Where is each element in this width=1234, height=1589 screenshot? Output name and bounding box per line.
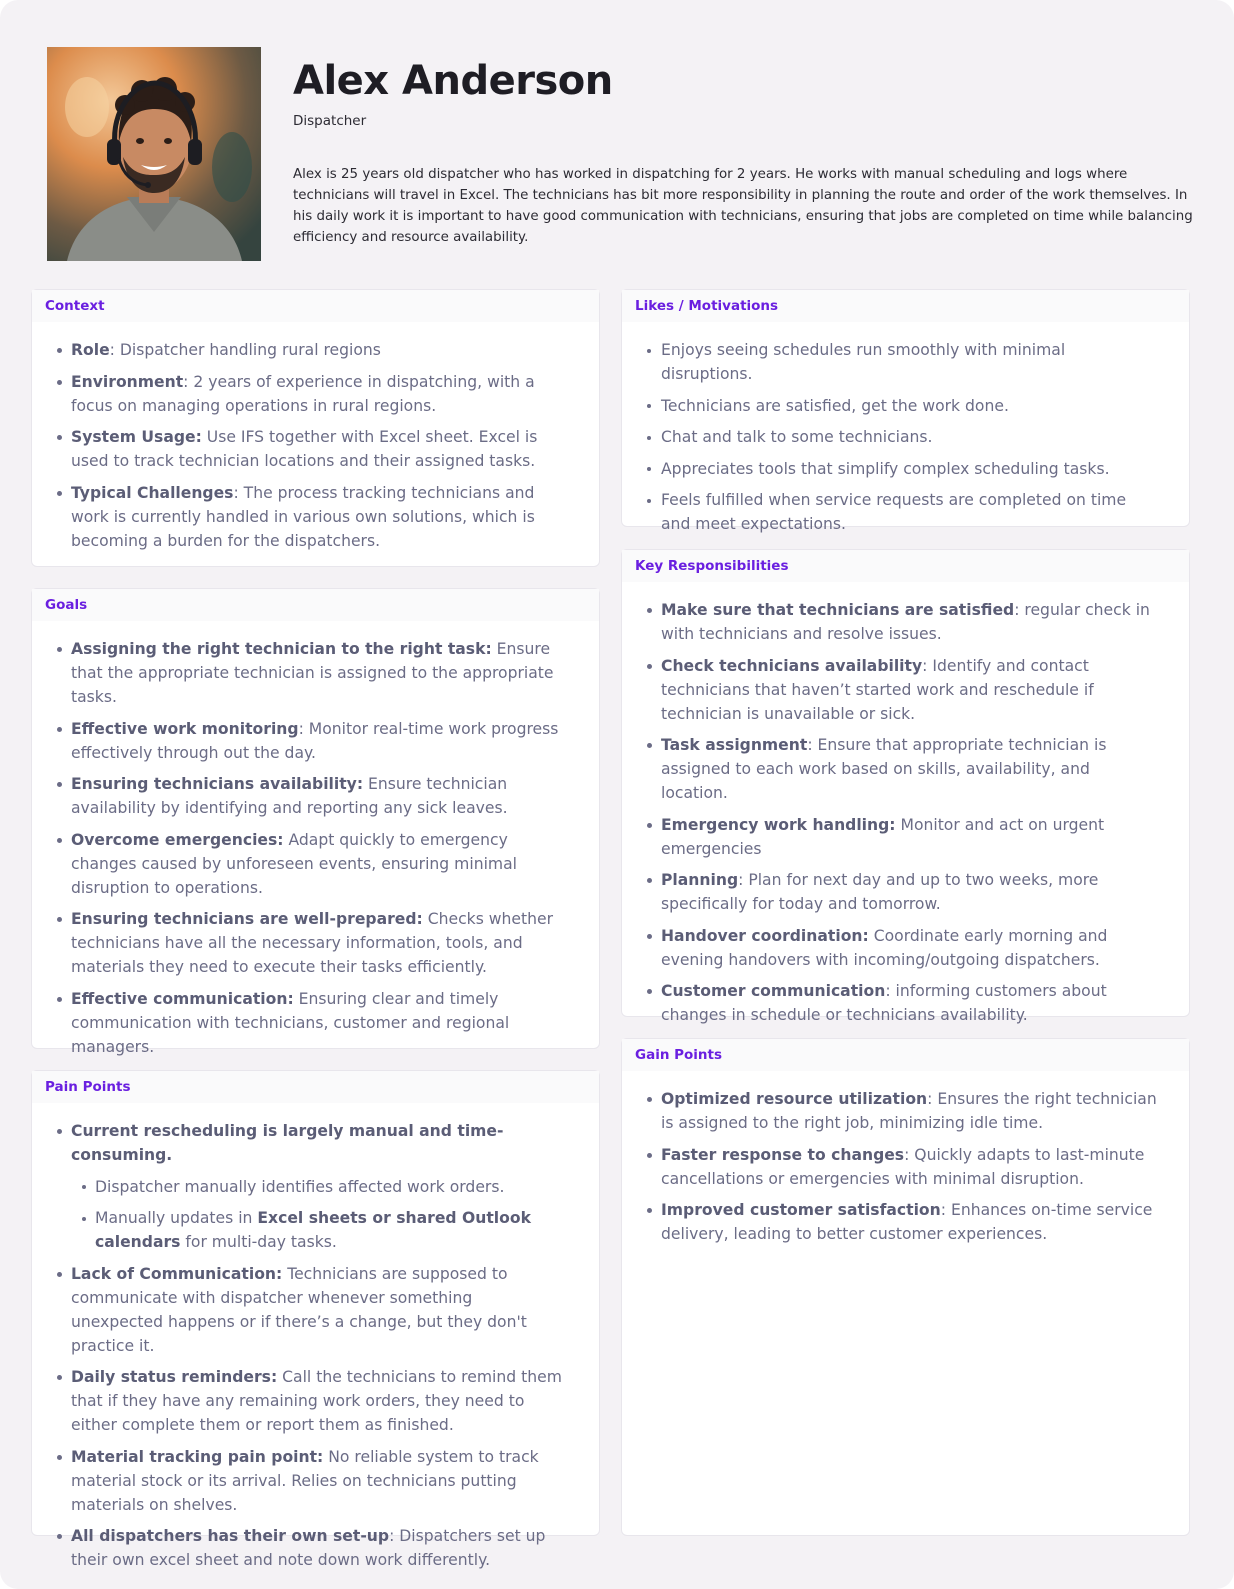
pain-points-title: Pain Points [32, 1071, 599, 1103]
list-item: Effective communication: Ensuring clear and timely communication with technicians, customer and regional managers. [71, 987, 569, 1059]
list-item: Handover coordination: Coordinate early morning and evening handovers with incoming/outgoing dispatchers. [661, 924, 1159, 972]
responsibilities-list [622, 582, 1189, 1027]
list-item: All dispatchers has their own set-up: Dispatchers set up their own excel sheet and note down work differently. [71, 1524, 569, 1572]
likes-list [622, 322, 1189, 536]
gain-points-list [622, 1071, 1189, 1246]
list-item: System Usage: Use IFS together with Excel sheet. Excel is used to track technician locations and their assigned tasks. [71, 425, 569, 473]
context-card [31, 289, 600, 567]
goals-card [31, 588, 600, 1056]
list-item: Appreciates tools that simplify complex scheduling tasks. [661, 457, 1159, 481]
list-item: Planning: Plan for next day and up to two weeks, more specifically for today and tomorrow. [661, 868, 1159, 916]
list-item: Material tracking pain point: No reliable system to track material stock or its arrival. Relies on technicians putting materials on shelves. [71, 1445, 569, 1517]
list-item: Task assignment: Ensure that appropriate technician is assigned to each work based on skills, availability, and location. [661, 733, 1159, 805]
list-item: Overcome emergencies: Adapt quickly to emergency changes caused by unforeseen events, ensuring minimal disruption to operations. [71, 828, 569, 900]
persona-header [0, 0, 1234, 280]
sub-list-item: Dispatcher manually identifies affected work orders. [95, 1175, 569, 1199]
list-item: Assigning the right technician to the right task: Ensure that the appropriate technician is assigned to the appropriate tasks. [71, 637, 569, 709]
context-title: Context [32, 290, 599, 322]
list-item: Chat and talk to some technicians. [661, 425, 1159, 449]
sub-list-item: Manually updates in Excel sheets or shared Outlook calendars for multi-day tasks. [95, 1206, 569, 1254]
list-item: Customer communication: informing customers about changes in schedule or technicians availability. [661, 979, 1159, 1027]
pain-points-card [31, 1070, 600, 1569]
list-item: Check technicians availability: Identify and contact technicians that haven’t started work and reschedule if technician is unavailable or sick. [661, 654, 1159, 726]
likes-title: Likes / Motivations [622, 290, 1189, 322]
responsibilities-card [621, 549, 1190, 1024]
list-item: Lack of Communication: Technicians are supposed to communicate with dispatcher whenever something unexpected happens or if there’s a change, but they don't practice it. [71, 1262, 569, 1358]
avatar-portrait-icon [47, 47, 261, 261]
list-item: Make sure that technicians are satisfied: regular check in with technicians and resolve issues. [661, 598, 1159, 646]
list-item: Typical Challenges: The process tracking technicians and work is currently handled in various own solutions, which is becoming a burden for the dispatchers. [71, 481, 569, 553]
list-item: Role: Dispatcher handling rural regions [71, 338, 569, 362]
list-item: Daily status reminders: Call the technicians to remind them that if they have any remaining work orders, they need to either complete them or report them as finished. [71, 1365, 569, 1437]
list-item: Technicians are satisfied, get the work done. [661, 394, 1159, 418]
goals-title: Goals [32, 589, 599, 621]
pain-points-list [32, 1103, 599, 1572]
list-item: Emergency work handling: Monitor and act on urgent emergencies [661, 813, 1159, 861]
persona-name: Alex Anderson [293, 58, 613, 104]
persona-bio: Alex is 25 years old dispatcher who has worked in dispatching for 2 years. He works with manual scheduling and logs where technicians will travel in Excel. The technicians has bit more responsibility in planning the route and order of the work themselves. In his daily work it is important to have good communication with technicians, ensuring that jobs are completed on time while balancing efficiency and resource availability. [293, 167, 1193, 245]
list-item: Feels fulfilled when service requests are completed on time and meet expectations. [661, 488, 1159, 536]
list-item: Ensuring technicians availability: Ensure technician availability by identifying and reporting any sick leaves. [71, 772, 569, 820]
gain-points-card [621, 1038, 1190, 1536]
list-item: Effective work monitoring: Monitor real-time work progress effectively through out the day. [71, 717, 569, 765]
responsibilities-title: Key Responsibilities [622, 550, 1189, 582]
avatar [47, 47, 261, 261]
list-item: Environment: 2 years of experience in dispatching, with a focus on managing operations in rural regions. [71, 370, 569, 418]
list-item: Improved customer satisfaction: Enhances on-time service delivery, leading to better customer experiences. [661, 1198, 1159, 1246]
likes-card [621, 289, 1190, 533]
list-item: Faster response to changes: Quickly adapts to last-minute cancellations or emergencies with minimal disruption. [661, 1143, 1159, 1191]
list-item: Ensuring technicians are well-prepared: Checks whether technicians have all the necessary information, tools, and materials they need to execute their tasks efficiently. [71, 907, 569, 979]
list-item: Enjoys seeing schedules run smoothly with minimal disruptions. [661, 338, 1159, 386]
list-item: Optimized resource utilization: Ensures the right technician is assigned to the right job, minimizing idle time. [661, 1087, 1159, 1135]
gain-points-title: Gain Points [622, 1039, 1189, 1071]
context-list [32, 322, 599, 553]
persona-role: Dispatcher [293, 113, 367, 129]
list-item: Current rescheduling is largely manual and time-consuming. [71, 1119, 569, 1167]
goals-list [32, 621, 599, 1059]
